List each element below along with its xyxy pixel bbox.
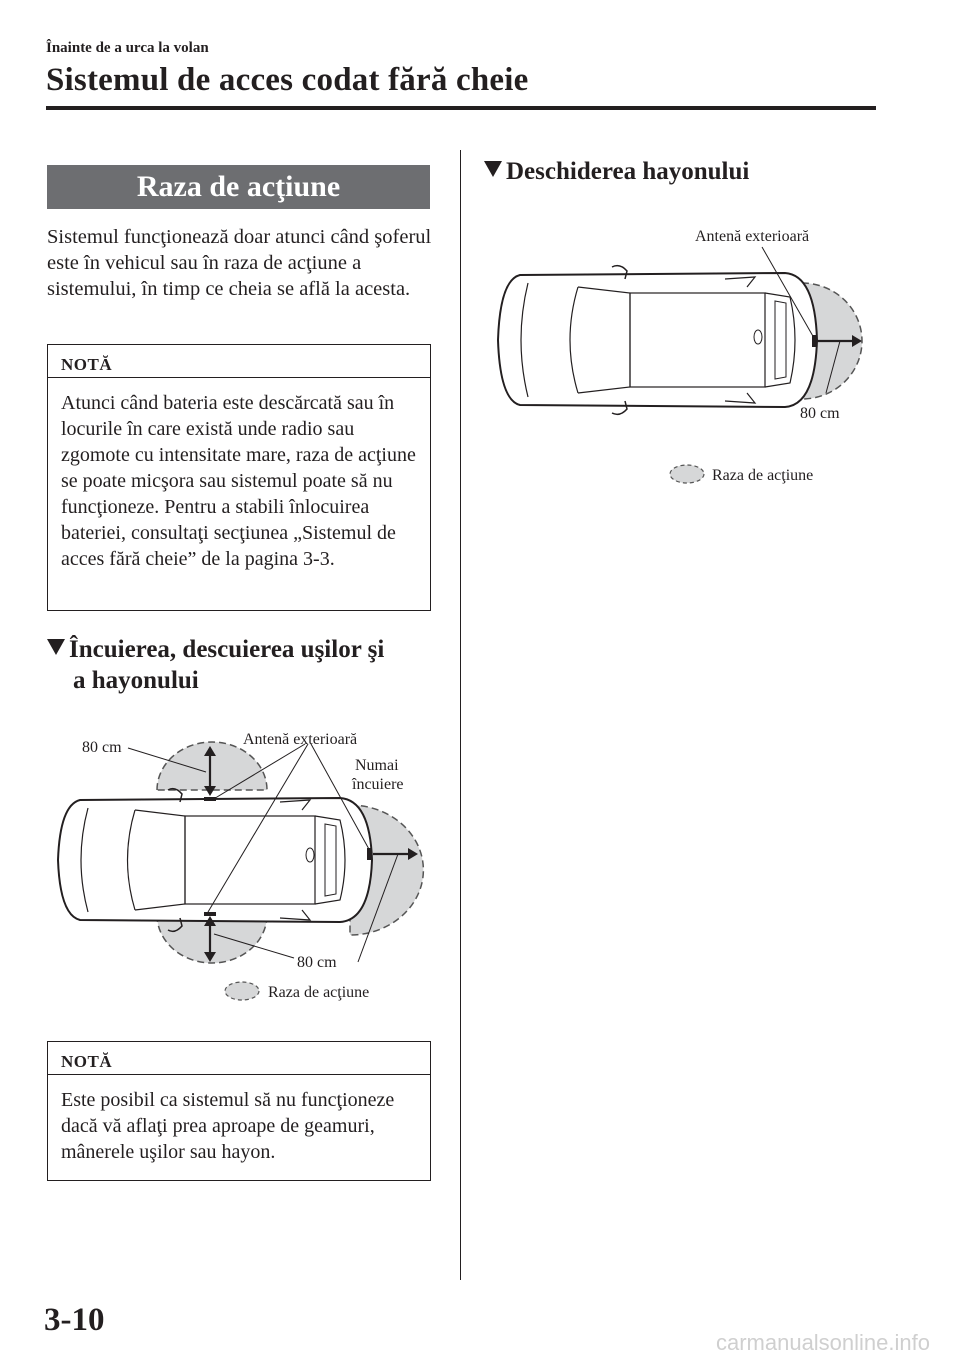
note-heading: NOTĂ [48, 1042, 430, 1075]
note-body: Atunci când bateria este descărcată sau în locurile în care există unde radio sau zgomote cu intensitate mare, raza de acţiune se poate micşora sau sistemul poate să nu funcţioneze. Pentru a stabili înlocuirea bateriei, consultaţi secţiunea „Sistemul de acces fără cheie” de la pagina 3-3. [61, 392, 416, 570]
subheading-lock-unlock: Încuierea, descuierea uşilor şi a hayonului [47, 634, 384, 696]
triangle-bullet-icon [484, 161, 502, 177]
page-title: Sistemul de acces codat fără cheie [46, 62, 529, 98]
triangle-bullet-icon [47, 639, 65, 655]
chapter-title: Înainte de a urca la volan [46, 40, 209, 56]
page-number: 3-10 [44, 1302, 105, 1338]
label-antenna: Antenă exterioară [243, 731, 358, 748]
header-rule [46, 106, 876, 110]
note-box-1 [47, 344, 431, 611]
label-lock-only-1: Numai [355, 757, 399, 774]
label-lock-only-2: încuiere [352, 776, 404, 793]
legend-label: Raza de acţiune [268, 984, 370, 1001]
car-range-diagram-2 [490, 225, 890, 505]
range-circle-top [157, 742, 267, 790]
antenna-bottom [204, 912, 216, 916]
watermark: carmanualsonline.info [715, 1330, 930, 1355]
label-80cm: 80 cm [800, 405, 840, 422]
legend-swatch [670, 465, 704, 483]
note-box-2 [47, 1041, 431, 1181]
note-body: Este posibil ca sistemul să nu funcţioneze dacă vă aflaţi prea aproape de geamuri, mânerele uşilor sau hayon. [61, 1089, 395, 1163]
legend-label: Raza de acţiune [712, 467, 814, 484]
note-heading: NOTĂ [48, 345, 430, 378]
column-divider [460, 150, 461, 1280]
label-antenna: Antenă exterioară [695, 228, 810, 245]
section-title: Raza de acţiune [47, 165, 430, 209]
intro-paragraph: Sistemul funcţionează doar atunci când şoferul este în vehicul sau în raza de acţiune a sistemului, în timp ce cheia se află la acesta. [47, 226, 432, 300]
label-80cm-bottom: 80 cm [297, 954, 337, 971]
subheading-tailgate: Deschiderea hayonului [484, 156, 749, 187]
antenna-rear [812, 335, 816, 347]
label-80cm-top: 80 cm [82, 739, 122, 756]
legend-swatch [225, 982, 259, 1000]
